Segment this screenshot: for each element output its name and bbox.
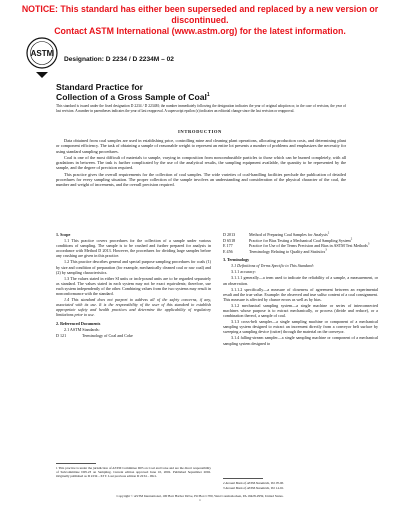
supersession-notice <box>0 4 400 37</box>
scope-1-3: 1.3 The values stated in either SI units or inch-pound units are to be regarded separately as standard. The values stated in each system may not be exact equivalents; therefore, use each system independently of the other. Combining values from the two systems may result in nonconformance with the standard. <box>56 275 211 297</box>
reference-item <box>223 232 378 237</box>
astm-logo-icon <box>25 36 59 80</box>
reference-title: Method of Preparing Coal Samples for Analysis <box>249 232 328 237</box>
reference-sup: 2 <box>350 236 353 241</box>
term-3-1-1-1: 3.1.1.1 generally—a term used to indicate the reliability of a sample, a measurement, or an observation. <box>223 275 378 286</box>
footnote-rule <box>56 463 96 464</box>
designation: Designation: D 2234 / D 2234M – 02 <box>64 56 174 63</box>
intro-paragraph: This practice gives the overall requirements for the collection of coal samples. The wide varieties of coal-handling facilities preclude the publication of detailed procedures for every sampling situation. The proper collection of the sample involves an understanding and consideration of the physical character of the coal, the number and weight of increments, and the overall precision required. <box>56 171 346 188</box>
reference-item <box>223 249 378 254</box>
term-3-1-2: 3.1.2 mechanical sampling system—a single machine or series of interconnected machines whose purpose is to extract mechanically, or process (divide and reduce), or a combination thereof, a sample of coal. <box>223 302 378 319</box>
term-3-1-3: 3.1.3 cross-belt sampler—a single sampling machine or component of a mechanical sampling system designed to extract an increment directly from a conveyor belt surface by sweeping a sampling device (cutter) through the material on the conveyor. <box>223 319 378 335</box>
left-column <box>56 232 211 338</box>
title-line-1: Standard Practice for <box>56 82 143 92</box>
reference-title: Practice for Use of the Terms Precision and Bias in ASTM Test Methods <box>249 243 368 249</box>
issue-note: This standard is issued under the fixed designation D 2234 / D 2234M; the number immediately following the designation indicates the year of original adoption or, in the case of revision, the year of last revision. A number in parentheses indicates the year of last reapproval. A superscript epsilon (ε) indicates an editorial change since the last revision or reapproval. <box>56 104 346 113</box>
reference-code: E 456 <box>223 249 233 255</box>
document-title <box>56 82 356 102</box>
reference-sup: 3 <box>325 247 327 252</box>
reference-title: Terminology of Coal and Coke <box>82 332 133 338</box>
notice-line-1: NOTICE: This standard has either been superseded and replaced by a new version or discontinued. <box>21 4 379 25</box>
term-3-1-4: 3.1.4 falling-stream sampler—a single sampling machine or component of a mechanical sampling system designed to <box>223 335 378 346</box>
notice-line-2: Contact ASTM International (www.astm.org) for the latest information. <box>54 26 346 36</box>
term-3-1: 3.1 Definitions of Terms Specific to This Standard: <box>231 263 314 269</box>
right-column <box>223 232 378 347</box>
reference-item <box>223 243 378 248</box>
section-heading-referenced-documents: 2. Referenced Documents <box>56 320 101 326</box>
intro-paragraph: Coal is one of the most difficult of materials to sample, varying in composition from noncombustible particles to those which can be burned completely, with all gradations in between. The task is further complicated by the use of the analytical results, the sampling equipment available, the quantity to be represented by the sample, and the degree of precision required. <box>56 154 346 171</box>
section-heading-scope: 1. Scope <box>56 232 71 237</box>
copyright-text: Copyright © ASTM International, 100 Barr Harbor Drive, PO Box C700, West Conshohocken, PA 19428-2959, United States. <box>116 494 284 498</box>
introduction-heading: INTRODUCTION <box>178 129 222 134</box>
term-3-1-1-2: 3.1.1.2 specifically—a measure of closeness of agreement between an experimental result and the true value. Example: the observed and true sulfur content of a coal consignment. This measure is affected by chance errors as well as by bias. <box>223 286 378 302</box>
reference-item <box>56 333 211 338</box>
reference-code: E 177 <box>223 243 233 249</box>
scope-1-4: 1.4 This standard does not purport to address all of the safety concerns, if any, associated with its use. It is the responsibility of the user of this standard to establish appropriate safety and health practices and determine the applicability of regulatory limitations prior to use. <box>56 297 211 318</box>
title-footnote-mark: 1 <box>206 92 210 99</box>
footnote-left: 1 This practice is under the jurisdiction of ASTM Committee D05 on Coal and Coke and are the direct responsibility of Subcommittee D05.23 on Sampling. Current edition approved June 10, 2002. Published September 2002. Originally published as D 2234 – 63 T. Last previous edition D 2234 – 00ε1. <box>56 466 211 479</box>
page-number: 1 <box>199 498 201 503</box>
reference-code: D 121 <box>56 332 67 338</box>
term-3-1-1: 3.1.1 accuracy: <box>231 269 256 275</box>
section-heading-terminology: 3. Terminology <box>223 257 250 263</box>
introduction-body <box>56 138 346 189</box>
logo-text: ASTM <box>30 49 54 58</box>
reference-code: D 2013 <box>223 232 236 237</box>
reference-title: Terminology Relating to Quality and Statistics <box>249 249 326 255</box>
title-line-2 <box>56 92 356 102</box>
scope-1-2: 1.2 This practice describes general and special purpose sampling procedures for coals (1) by size and condition of preparation (for example, mechanically cleaned coal or raw coal) and (2) by sampling characteristics. <box>56 259 211 275</box>
reference-title: Practice for Bias Testing a Mechanical Coal Sampling System <box>249 237 351 243</box>
copyright-footer <box>0 494 400 502</box>
footnote-right-2: 3 Annual Book of ASTM Standards, Vol 14.02. <box>223 486 284 490</box>
footnote-right-1: 2 Annual Book of ASTM Standards, Vol 05.06. <box>223 481 284 485</box>
title-main: Collection of a Gross Sample of Coal <box>56 92 207 102</box>
reference-sup: 3 <box>367 242 370 247</box>
reference-sup: 2 <box>327 230 330 235</box>
intro-paragraph: Data obtained from coal samples are used in establishing price, controlling mine and cleaning plant operations, allocating production costs, and determining plant or component efficiency. The task of obtaining a sample of reasonable weight to represent an entire lot presents a number of problems and emphasizes the necessity for using standard sampling procedures. <box>56 138 346 154</box>
reference-code: D 6518 <box>223 237 236 243</box>
scope-1-1: 1.1 This practice covers procedures for the collection of a sample under various conditions of sampling. The sample is to be crushed and further prepared for analysis in accordance with Method D 2013. However, the procedures for dividing large samples before any crushing are given in this practice. <box>56 238 211 259</box>
ref-2-1: 2.1 ASTM Standards: <box>64 326 100 332</box>
footnote-rule <box>223 478 263 479</box>
